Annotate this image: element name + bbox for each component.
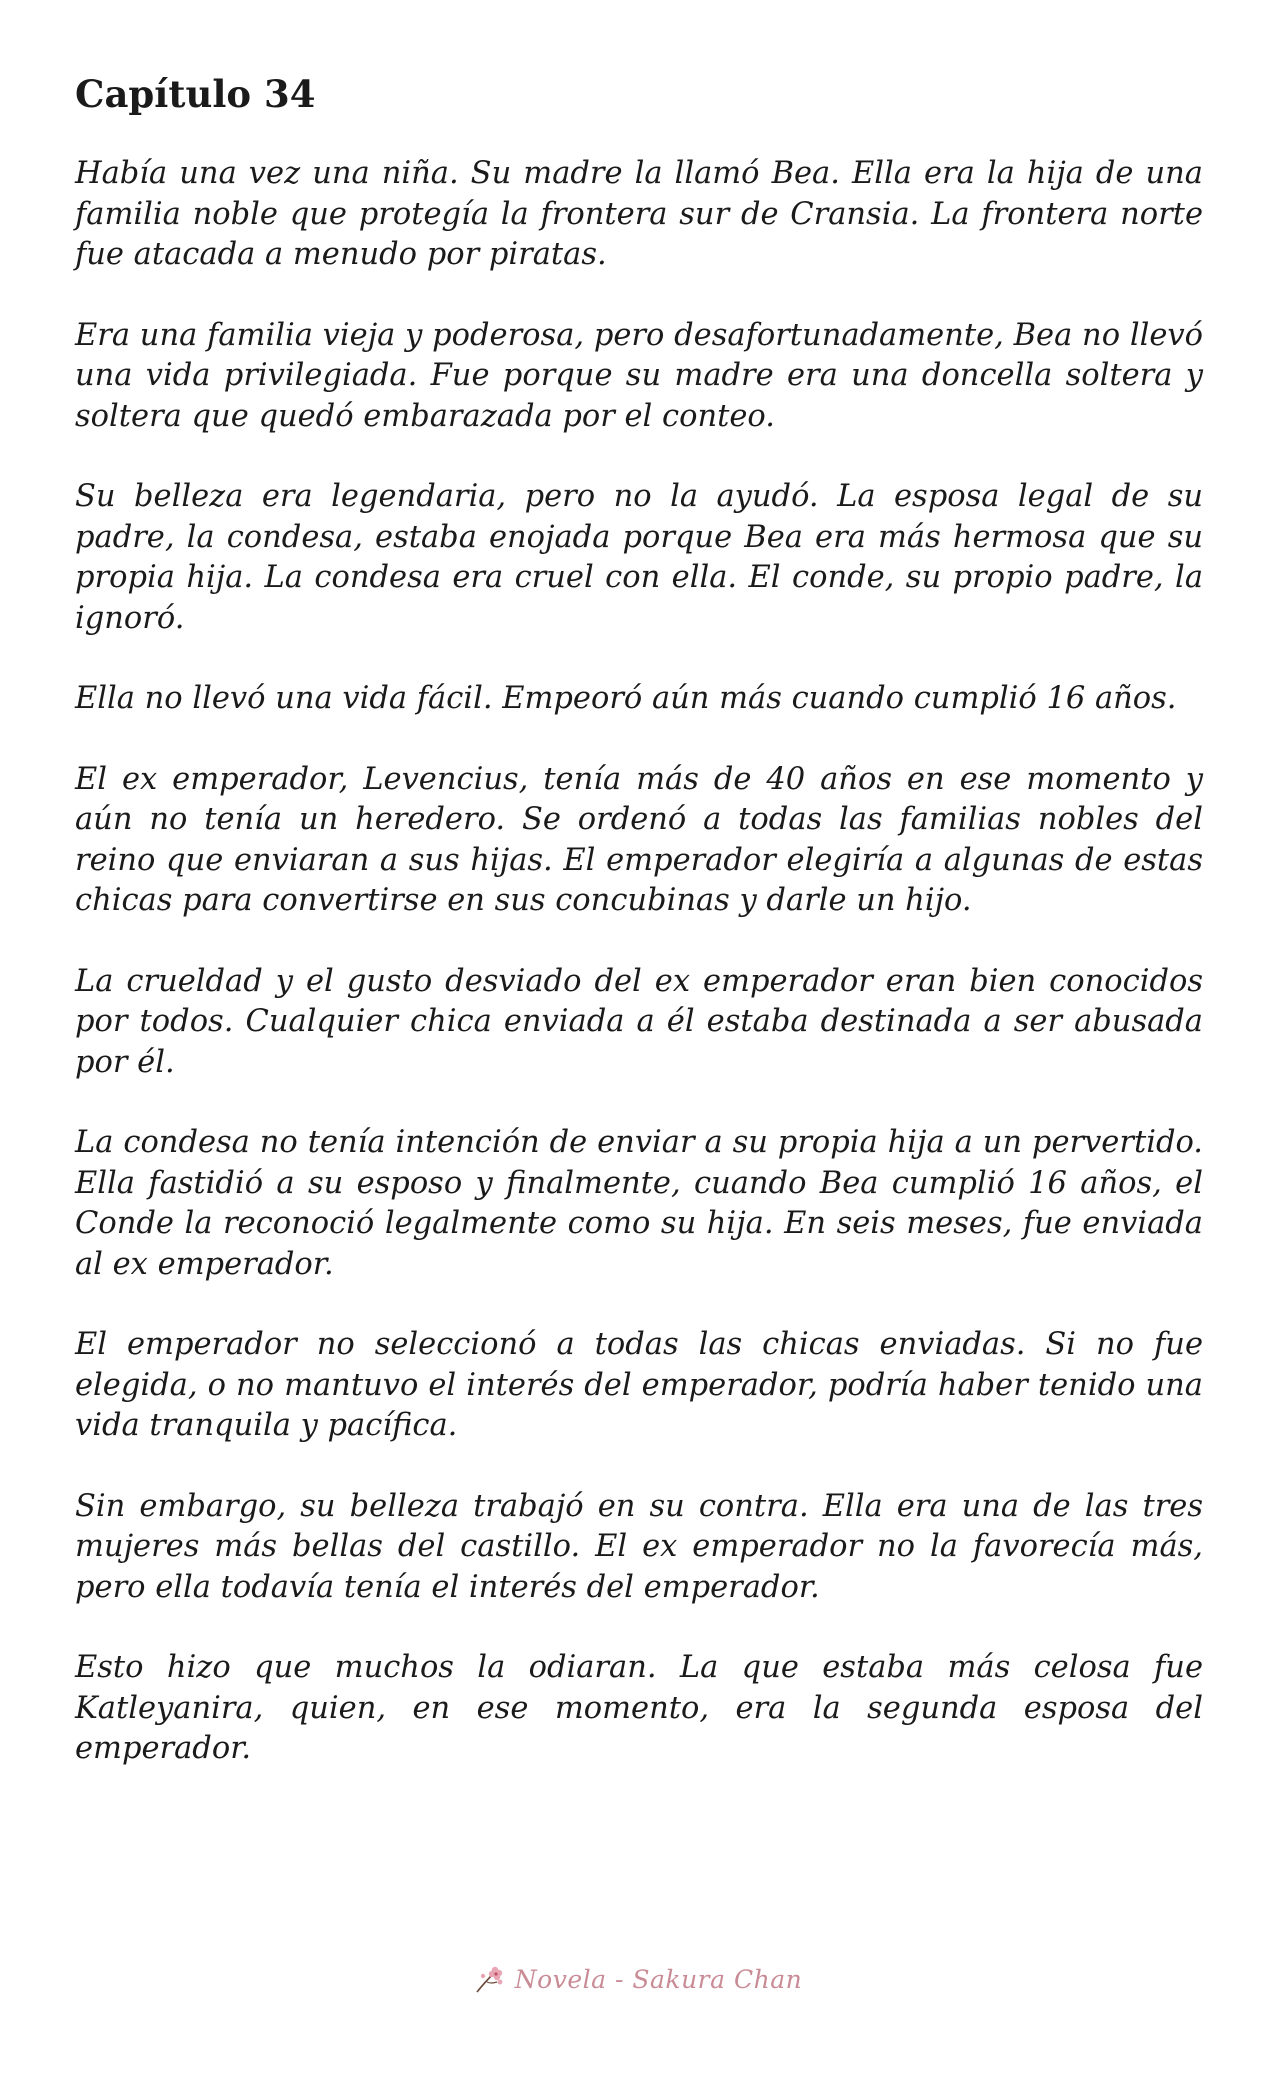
cherry-blossom-icon [473,1962,507,1996]
watermark [473,1962,802,1996]
watermark-text: Novela - Sakura Chan [514,1964,803,1994]
paragraph: La condesa no tenía intención de enviar a su propia hija a un pervertido. Ella fastidió a su esposo y finalmente, cuando Bea cumplió 16 años, el Conde la reconoció legalmente como su hija. En seis meses, fue enviada al ex emperador. [75,1125,1203,1282]
paragraph: Sin embargo, su belleza trabajó en su contra. Ella era una de las tres mujeres más bellas del castillo. El ex emperador no la favorecía más, pero ella todavía tenía el interés del emperador. [75,1488,1203,1605]
paragraph: La crueldad y el gusto desviado del ex emperador eran bien conocidos por todos. Cualquier chica enviada a él estaba destinada a ser abusada por él. [75,963,1203,1080]
paragraph: Esto hizo que muchos la odiaran. La que estaba más celosa fue Katleyanira, quien, en ese momento, era la segunda esposa del emperador. [75,1650,1203,1767]
paragraph: El emperador no seleccionó a todas las chicas enviadas. Si no fue elegida, o no mantuvo el interés del emperador, podría haber tenido una vida tranquila y pacífica. [75,1327,1203,1444]
chapter-title: Capítulo 34 [75,72,316,116]
footer-watermark [0,1962,1275,1996]
paragraph: Había una vez una niña. Su madre la llamó Bea. Ella era la hija de una familia noble que protegía la frontera sur de Cransia. La frontera norte fue atacada a menudo por piratas. [75,156,1203,273]
paragraph: Su belleza era legendaria, pero no la ayudó. La esposa legal de su padre, la condesa, estaba enojada porque Bea era más hermosa que su propia hija. La condesa era cruel con ella. El conde, su propio padre, la ignoró. [75,479,1203,636]
paragraph: El ex emperador, Levencius, tenía más de 40 años en ese momento y aún no tenía un heredero. Se ordenó a todas las familias nobles del reino que enviaran a sus hijas. El emperador elegiría a algunas de estas chicas para convertirse en sus concubinas y darle un hijo. [75,761,1203,919]
paragraph: Ella no llevó una vida fácil. Empeoró aún más cuando cumplió 16 años. [75,681,1177,717]
paragraph: Era una familia vieja y poderosa, pero desafortunadamente, Bea no llevó una vida privilegiada. Fue porque su madre era una doncella soltera y soltera que quedó embarazada por el conteo. [75,317,1203,434]
document-page [75,70,1203,1810]
